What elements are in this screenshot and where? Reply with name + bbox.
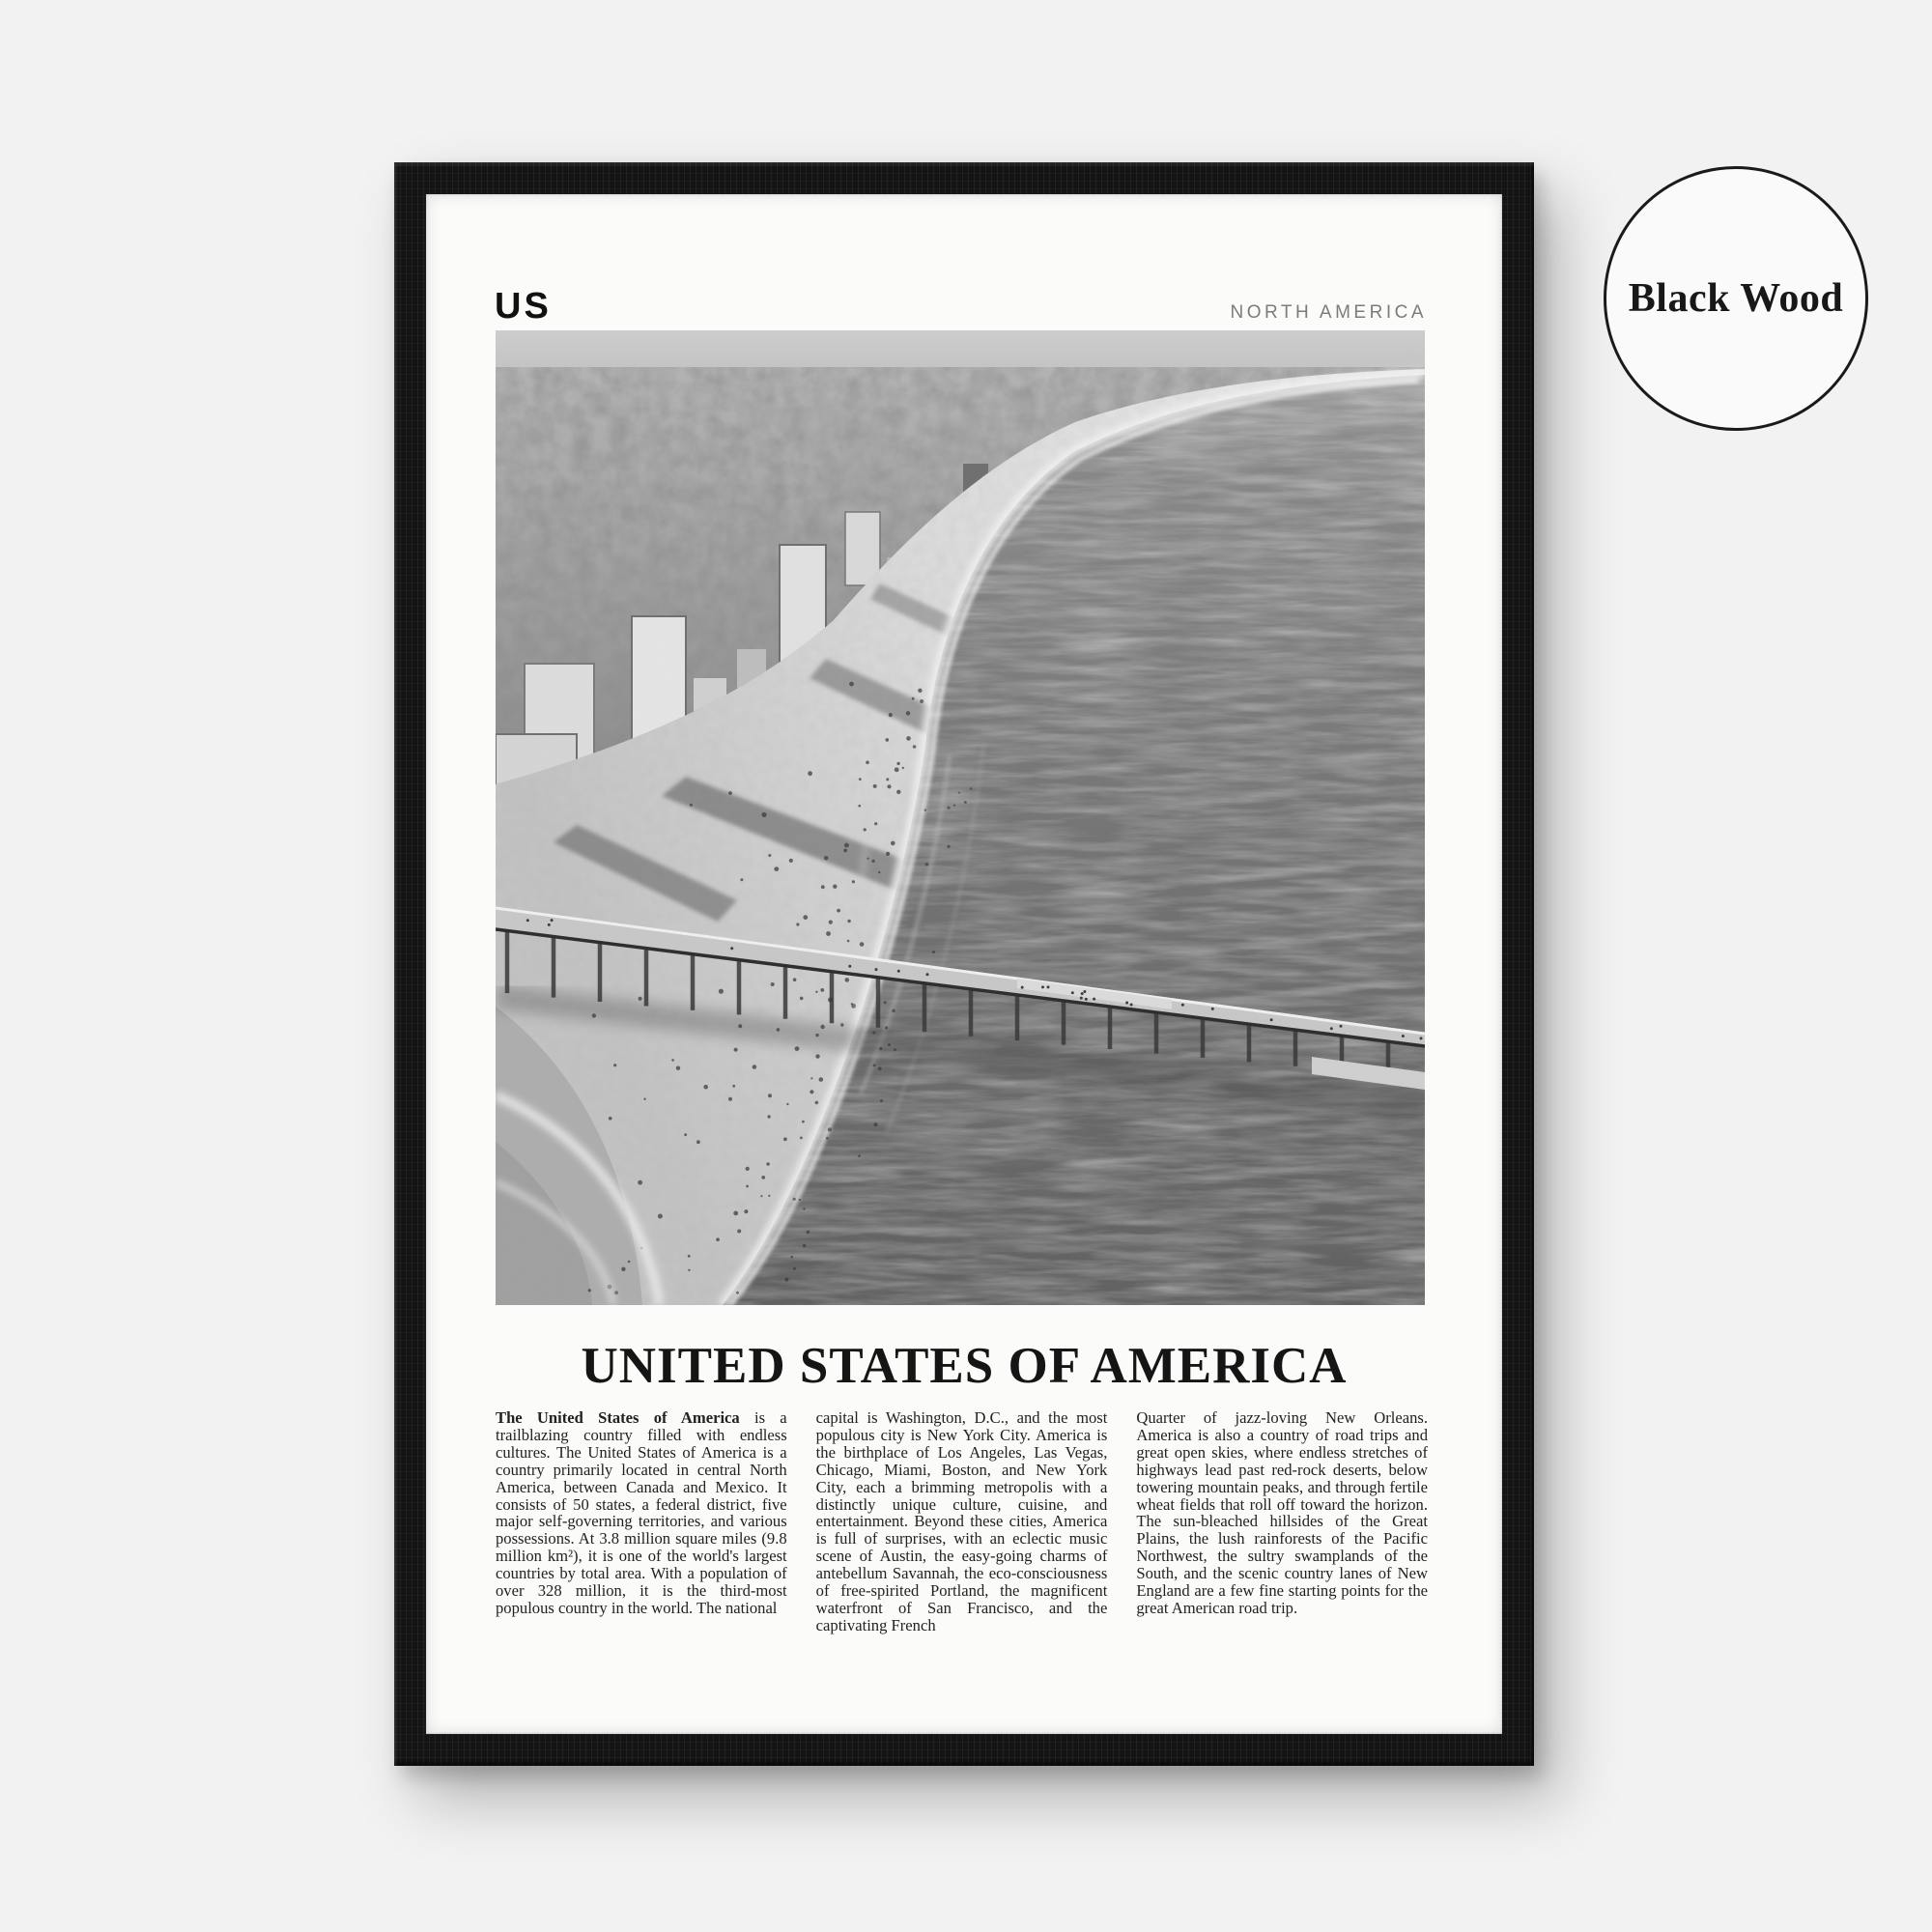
country-code-label: US — [495, 286, 552, 327]
poster-mat — [426, 194, 1502, 1734]
beach-aerial-photo — [496, 330, 1425, 1305]
region-label: NORTH AMERICA — [1230, 302, 1427, 323]
frame-style-badge — [1604, 166, 1868, 431]
poster-frame — [394, 162, 1534, 1766]
article-column-1-text: is a trailblazing country filled with endless cultures. The United States of America is a country primarily located in central North America, between Canada and Mexico. It consists of 50 states, a federal district, five major self-governing territories, and various possessions. At 3.8 million square miles (9.8 million km²), it is one of the world's largest countries by total area. With a population of over 328 million, it is the third-most populous country in the world. The national — [496, 1408, 787, 1617]
photo-grain — [496, 330, 1425, 1305]
poster-photo — [496, 330, 1425, 1305]
frame-style-label: Black Wood — [1628, 276, 1844, 321]
article-column-3: Quarter of jazz-loving New Orleans. America is also a country of road trips and great open skies, where endless stretches of highways lead past red-rock deserts, below towering mountain peaks, and through fertile wheat fields that roll off toward the horizon. The sun-bleached hillsides of the Great Plains, the lush rainforests of the Pacific Northwest, the sultry swamplands of the South, and the scenic country lanes of New England are a few fine starting points for the great American road trip. — [1136, 1408, 1429, 1617]
article — [496, 1409, 1428, 1634]
article-lead: The United States of America — [496, 1408, 740, 1427]
poster-title: UNITED STATES OF AMERICA — [581, 1338, 1348, 1394]
article-column-1 — [496, 1409, 787, 1634]
article-column-2: capital is Washington, D.C., and the most populous city is New York City. America is the birthplace of Los Angeles, Las Vegas, Chicago, Miami, Boston, and New York City, each a brimming metropolis with a distinctly unique culture, cuisine, and entertainment. Beyond these cities, America is full of surprises, with an eclectic music scene of Austin, the easy-going charms of antebellum Savannah, the eco-consciousness of free-spirited Portland, the magnificent waterfront of San Francisco, and the captivating French — [815, 1408, 1108, 1634]
